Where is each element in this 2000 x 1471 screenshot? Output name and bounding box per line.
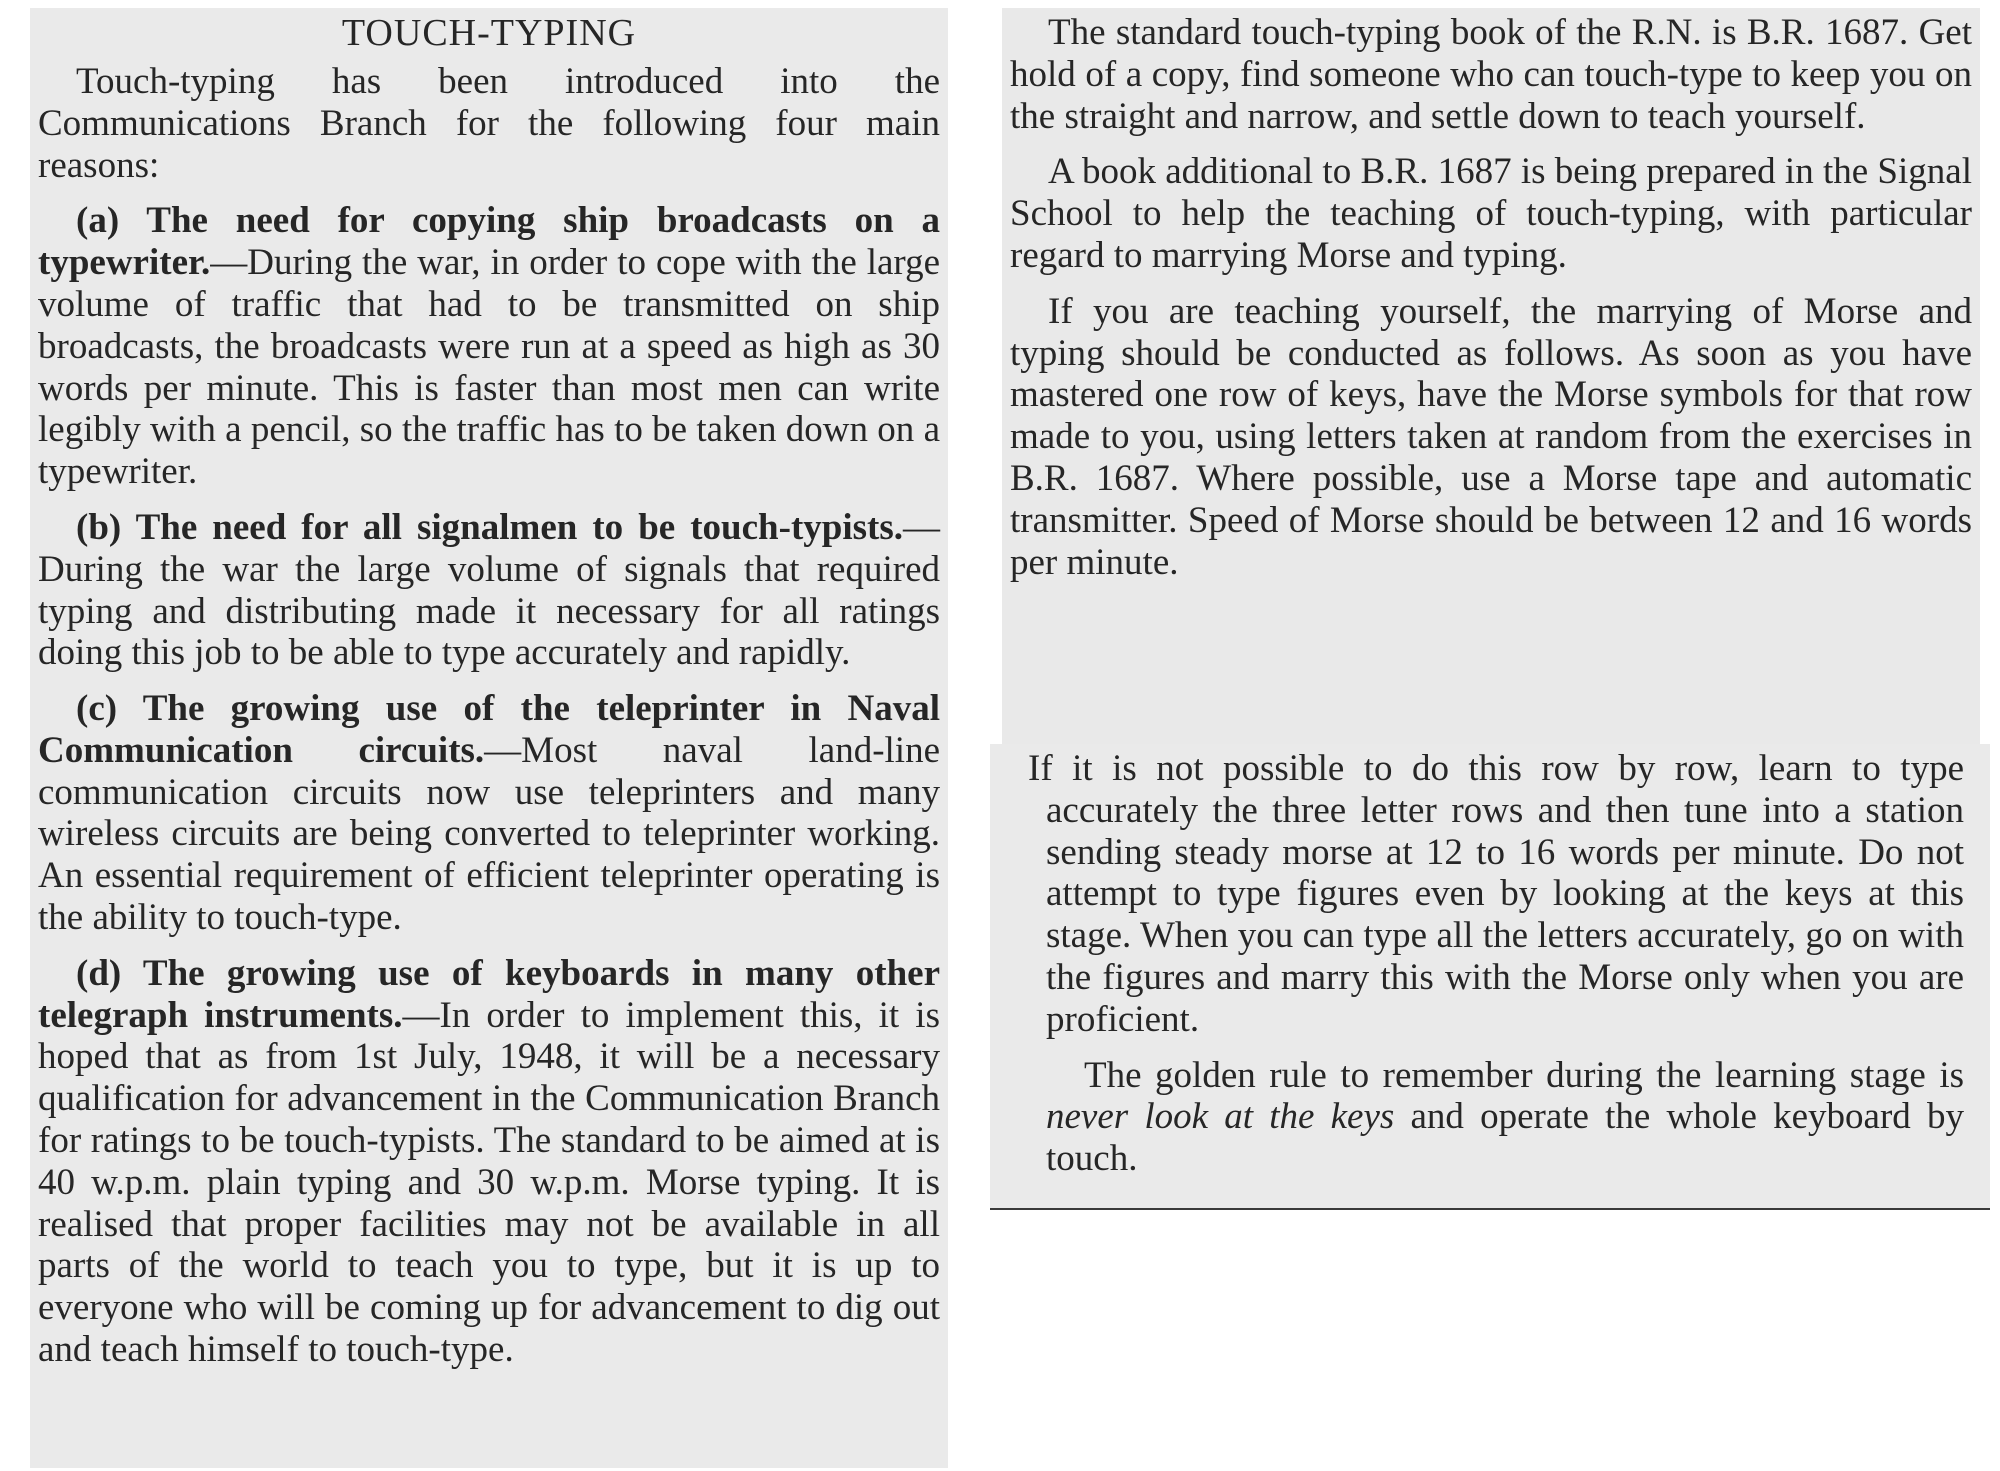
reason-a-text: —During the war, in order to cope with the large volume of traffic that had to be transmitted on ship broadcasts, the broadcasts were run at a speed as high as 30 words per minute. This is faster than most men can write legibly with a pencil, so the traffic has to be taken down on a typewriter. [38, 242, 940, 493]
reason-b-text: —During the war the large volume of signals that required typing and distributing made it necessary for all ratings doing this job to be able to type accurately and rapidly. [38, 506, 940, 674]
bottom-rule-divider [990, 1208, 1990, 1210]
reason-c-heading: (c) The growing use of the teleprinter in Naval Communication circuits. [38, 688, 940, 771]
reason-d-text: —In order to implement this, it is hoped that as from 1st July, 1948, it will be a necessary qualification for advancement in the Communication Branch for ratings to be touch-typists. The standard to be aimed at is 40 w.p.m. plain typing and 30 w.p.m. Morse typing. It is realised that proper facilities may not be available in all parts of the world to teach you to type, but it is up to everyone who will be coming up for advancement to dig out and teach himself to touch-type. [38, 994, 940, 1371]
left-column [30, 8, 948, 1468]
reason-c-text: —Most naval land-line communication circuits now use teleprinters and many wireless circuits are being converted to teleprinter working. An essential requirement of efficient teleprinter operating is the ability to touch-type. [38, 729, 940, 939]
reason-a-paragraph [30, 200, 948, 493]
golden-rule-text-before: The golden rule to remember during the learning stage is [1084, 1054, 1964, 1096]
reason-c-paragraph [30, 688, 948, 939]
right-paragraph-1: The standard touch-typing book of the R.N. is B.R. 1687. Get hold of a copy, find someone who can touch-type to keep you on the straight and narrow, and settle down to teach yourself. [1010, 12, 1972, 137]
right-paragraph-3: If you are teaching yourself, the marrying of Morse and typing should be conducted as follows. As soon as you have mastered one row of keys, have the Morse symbols for that row made to you, using letters taken at random from the exercises in B.R. 1687. Where possible, use a Morse tape and automatic transmitter. Speed of Morse should be between 12 and 16 words per minute. [1010, 290, 1972, 583]
golden-rule-emphasis: never look at the keys [1046, 1096, 1395, 1138]
reason-b-heading: (b) The need for all signalmen to be touch-typists. [76, 506, 903, 548]
right-paragraph-4: If it is not possible to do this row by row, learn to type accurately the three letter rows and then tune into a station sending steady morse at 12 to 16 words per minute. Do not attempt to type figures even by looking at the keys at this stage. When you can type all the letters accurately, go on with the figures and marry this with the Morse only when you are proficient. [1028, 748, 1964, 1040]
reason-b-paragraph [30, 507, 948, 674]
reason-d-heading: (d) The growing use of keyboards in many other telegraph instruments. [38, 952, 940, 1036]
right-column-bottom [990, 744, 1990, 1208]
reason-d-paragraph [30, 953, 948, 1371]
right-paragraph-2: A book additional to B.R. 1687 is being prepared in the Signal School to help the teaching of touch-typing, with particular regard to marrying Morse and typing. [1010, 151, 1972, 276]
page-title: TOUCH-TYPING [341, 12, 637, 54]
intro-paragraph: Touch-typing has been introduced into the Communications Branch for the following four main reasons: [38, 60, 940, 186]
right-column-top [1002, 8, 1980, 744]
golden-rule-text-after: and operate the whole keyboard by touch. [1046, 1096, 1964, 1180]
right-paragraph-5 [990, 1055, 1990, 1180]
reason-a-heading: (a) The need for copying ship broadcasts on a typewriter. [38, 200, 940, 284]
